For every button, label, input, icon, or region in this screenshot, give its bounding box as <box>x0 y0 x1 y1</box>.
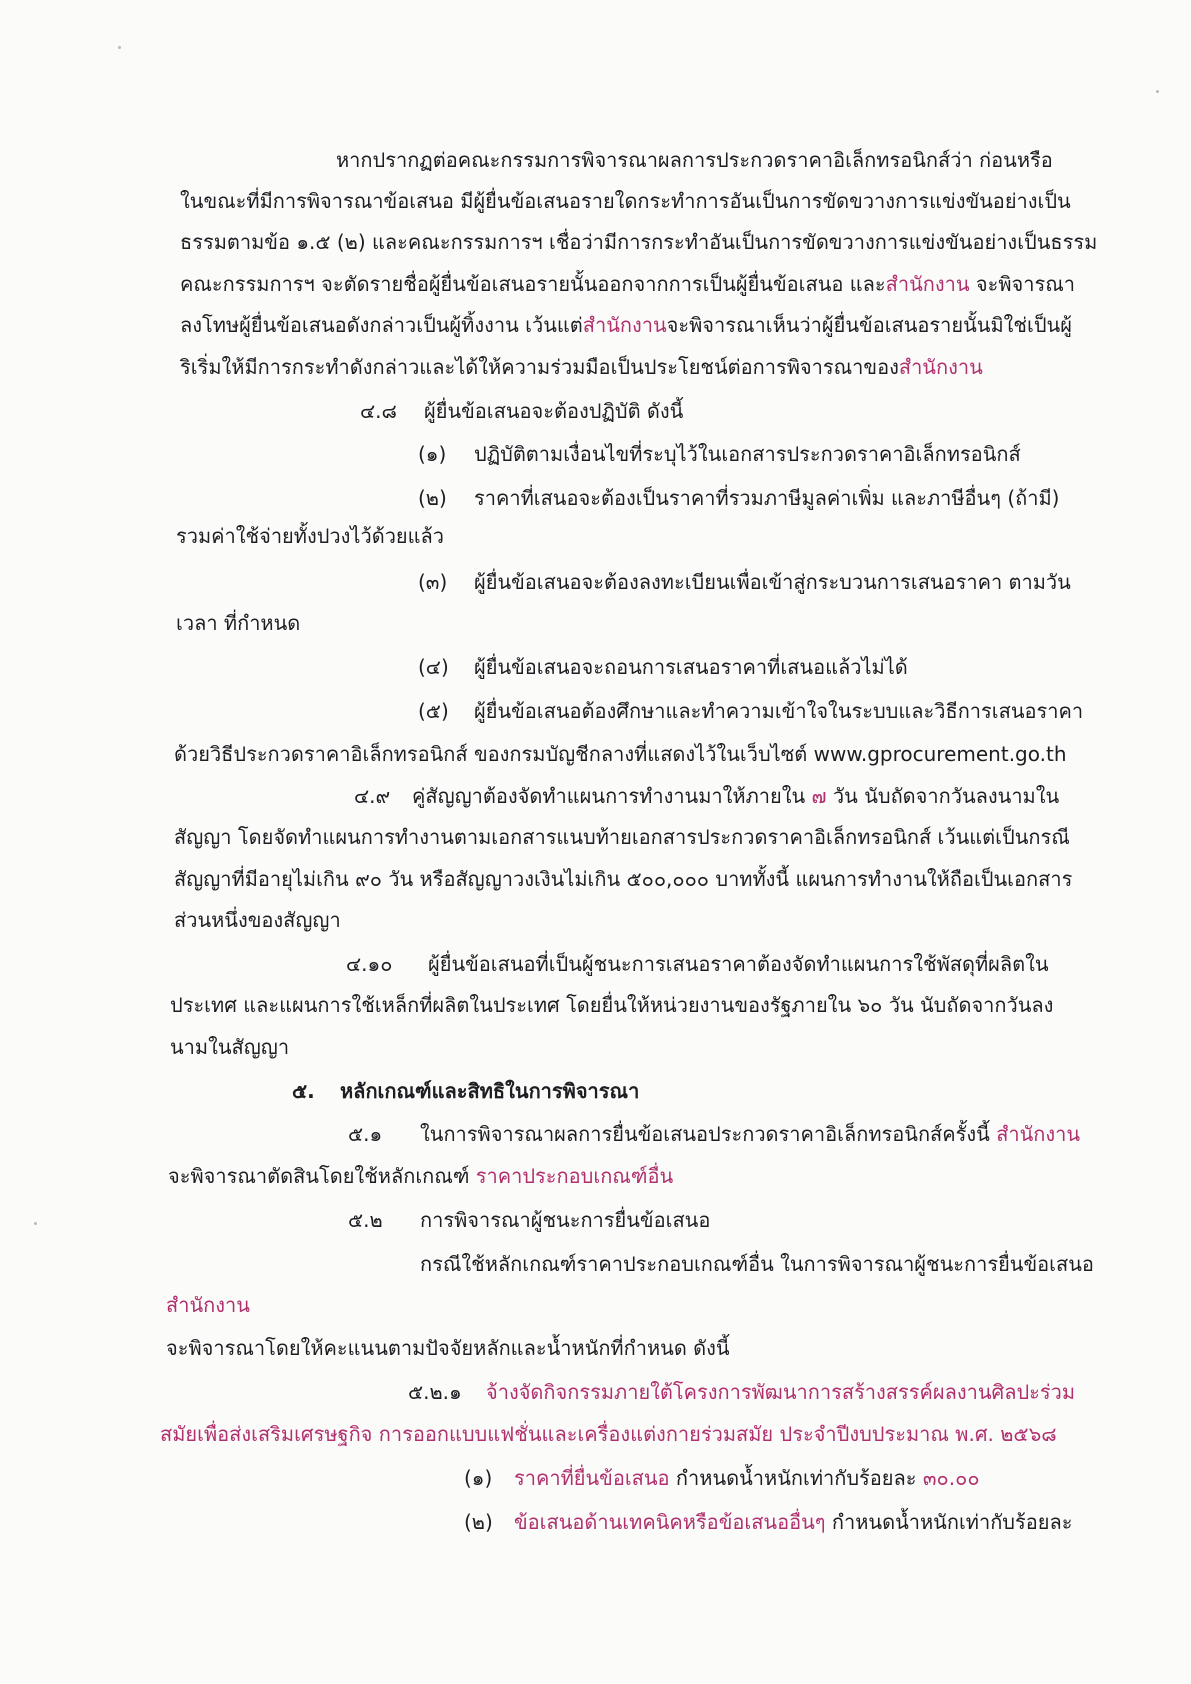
criterion-name: ราคาที่ยื่นข้อเสนอ <box>514 1466 670 1490</box>
paragraph-line: สัญญาที่มีอายุไม่เกิน ๙๐ วัน หรือสัญญาวงเงินไม่เกิน ๕๐๐,๐๐๐ บาททั้งนี้ แผนการทำงานให้ถือเป็นเอกสาร <box>174 867 1073 891</box>
paragraph-line <box>180 353 983 381</box>
item-continuation: เวลา ที่กำหนด <box>176 611 301 635</box>
criterion-number: (๒) <box>464 1510 493 1534</box>
section-number: ๔.๑๐ <box>346 952 393 976</box>
office-highlight: สำนักงาน <box>166 1293 250 1317</box>
section-number: ๔.๘ <box>360 399 397 423</box>
scan-speck <box>1156 90 1159 93</box>
section-number: ๕.๑ <box>348 1122 383 1146</box>
days-highlight: ๗ <box>811 784 827 808</box>
paragraph-line: นามในสัญญา <box>170 1035 290 1059</box>
item-number: (๑) <box>418 442 447 466</box>
section-text: ผู้ยื่นข้อเสนอที่เป็นผู้ชนะการเสนอราคาต้องจัดทำแผนการใช้พัสดุที่ผลิตใน <box>428 952 1049 976</box>
line-text: กำหนดน้ำหนักเท่ากับร้อยละ <box>825 1510 1073 1534</box>
item-text: ปฏิบัติตามเงื่อนไขที่ระบุไว้ในเอกสารประกวดราคาอิเล็กทรอนิกส์ <box>474 442 1021 466</box>
line-text: คู่สัญญาต้องจัดทำแผนการทำงานมาให้ภายใน <box>412 784 812 808</box>
project-title: สมัยเพื่อส่งเสริมเศรษฐกิจ การออกแบบแฟชั่นและเครื่องแต่งกายร่วมสมัย ประจำปีงบประมาณ พ.ศ. ๒๕๖๘ <box>160 1422 1057 1446</box>
paragraph-line: กรณีใช้หลักเกณฑ์ราคาประกอบเกณฑ์อื่น ในการพิจารณาผู้ชนะการยื่นข้อเสนอ <box>420 1252 1094 1276</box>
paragraph-line <box>180 270 1075 298</box>
paragraph-line: สัญญา โดยจัดทำแผนการทำงานตามเอกสารแนบท้ายเอกสารประกวดราคาอิเล็กทรอนิกส์ เว้นแต่เป็นกรณี <box>174 825 1070 849</box>
office-highlight: สำนักงาน <box>898 355 983 379</box>
line-text: กำหนดน้ำหนักเท่ากับร้อยละ <box>669 1466 923 1490</box>
line-text: จะพิจารณาเห็นว่าผู้ยื่นข้อเสนอรายนั้นมิใช่เป็นผู้ <box>666 313 1072 337</box>
section-number: ๕.๒.๑ <box>408 1380 462 1404</box>
section-number: ๕.๒ <box>348 1208 383 1232</box>
line-text: วัน นับถัดจากวันลงนามใน <box>826 784 1060 808</box>
item-number: (๓) <box>418 570 448 594</box>
item-number: (๕) <box>418 699 449 723</box>
section-heading: ผู้ยื่นข้อเสนอจะต้องปฏิบัติ ดังนี้ <box>424 399 684 423</box>
paragraph-line: ส่วนหนึ่งของสัญญา <box>174 908 341 932</box>
criteria-highlight: ราคาประกอบเกณฑ์อื่น <box>475 1164 674 1188</box>
scan-speck <box>118 46 121 49</box>
item-text: ผู้ยื่นข้อเสนอจะถอนการเสนอราคาที่เสนอแล้วไม่ได้ <box>474 655 908 679</box>
line-text: จะพิจารณาตัดสินโดยใช้หลักเกณฑ์ <box>168 1164 476 1188</box>
line-text: ในการพิจารณาผลการยื่นข้อเสนอประกวดราคาอิเล็กทรอนิกส์ครั้งนี้ <box>420 1122 997 1146</box>
line-text: ริเริ่มให้มีการกระทำดังกล่าวและได้ให้ความร่วมมือเป็นประโยชน์ต่อการพิจารณาของ <box>180 355 899 379</box>
project-title: จ้างจัดกิจกรรมภายใต้โครงการพัฒนาการสร้างสรรค์ผลงานศิลปะร่วม <box>486 1380 1076 1404</box>
item-number: (๒) <box>418 486 447 510</box>
office-highlight: สำนักงาน <box>885 272 970 296</box>
criterion-text <box>514 1508 1072 1536</box>
section-heading: การพิจารณาผู้ชนะการยื่นข้อเสนอ <box>420 1208 711 1232</box>
chapter-title: หลักเกณฑ์และสิทธิในการพิจารณา <box>340 1079 640 1103</box>
section-text <box>420 1120 1080 1148</box>
criterion-number: (๑) <box>464 1466 493 1490</box>
paragraph-line: ประเทศ และแผนการใช้เหล็กที่ผลิตในประเทศ โดยยื่นให้หน่วยงานของรัฐภายใน ๖๐ วัน นับถัดจากวันลง <box>170 993 1054 1017</box>
office-highlight: สำนักงาน <box>996 1122 1081 1146</box>
line-text: จะพิจารณา <box>969 272 1076 296</box>
line-text: ลงโทษผู้ยื่นข้อเสนอดังกล่าวเป็นผู้ทิ้งงาน เว้นแต่ <box>180 313 583 337</box>
office-highlight: สำนักงาน <box>582 313 667 337</box>
item-continuation: ด้วยวิธีประกวดราคาอิเล็กทรอนิกส์ ของกรมบัญชีกลางที่แสดงไว้ในเว็บไซต์ www.gprocurement.go.th <box>174 742 1067 766</box>
section-text <box>412 782 1059 810</box>
criterion-text <box>514 1464 980 1492</box>
paragraph-line <box>168 1162 673 1190</box>
chapter-number: ๕. <box>292 1079 315 1103</box>
paragraph-line: หากปรากฏต่อคณะกรรมการพิจารณาผลการประกวดราคาอิเล็กทรอนิกส์ว่า ก่อนหรือ <box>336 148 1053 172</box>
item-text: ผู้ยื่นข้อเสนอต้องศึกษาและทำความเข้าใจในระบบและวิธีการเสนอราคา <box>474 699 1084 723</box>
criterion-weight: ๓๐.๐๐ <box>922 1466 980 1490</box>
section-number: ๔.๙ <box>354 784 391 808</box>
paragraph-line <box>180 311 1072 339</box>
criterion-name: ข้อเสนอด้านเทคนิคหรือข้อเสนออื่นๆ <box>514 1510 826 1534</box>
paragraph-line: ธรรมตามข้อ ๑.๕ (๒) และคณะกรรมการฯ เชื่อว่ามีการกระทำอันเป็นการขัดขวางการแข่งขันอย่างเป็นธรรม <box>180 230 1098 254</box>
scan-speck <box>34 1222 37 1225</box>
item-text: ราคาที่เสนอจะต้องเป็นราคาที่รวมภาษีมูลค่าเพิ่ม และภาษีอื่นๆ (ถ้ามี) <box>474 486 1060 510</box>
item-text: ผู้ยื่นข้อเสนอจะต้องลงทะเบียนเพื่อเข้าสู่กระบวนการเสนอราคา ตามวัน <box>474 570 1071 594</box>
line-text: คณะกรรมการฯ จะตัดรายชื่อผู้ยื่นข้อเสนอรายนั้นออกจากการเป็นผู้ยื่นข้อเสนอ และ <box>180 272 886 296</box>
paragraph-line: จะพิจารณาโดยให้คะแนนตามปัจจัยหลักและน้ำหนักที่กำหนด ดังนี้ <box>166 1336 730 1360</box>
paragraph-line: ในขณะที่มีการพิจารณาข้อเสนอ มีผู้ยื่นข้อเสนอรายใดกระทำการอันเป็นการขัดขวางการแข่งขันอย่างเป็น <box>180 189 1071 213</box>
item-continuation: รวมค่าใช้จ่ายทั้งปวงไว้ด้วยแล้ว <box>176 524 445 548</box>
item-number: (๔) <box>418 655 449 679</box>
